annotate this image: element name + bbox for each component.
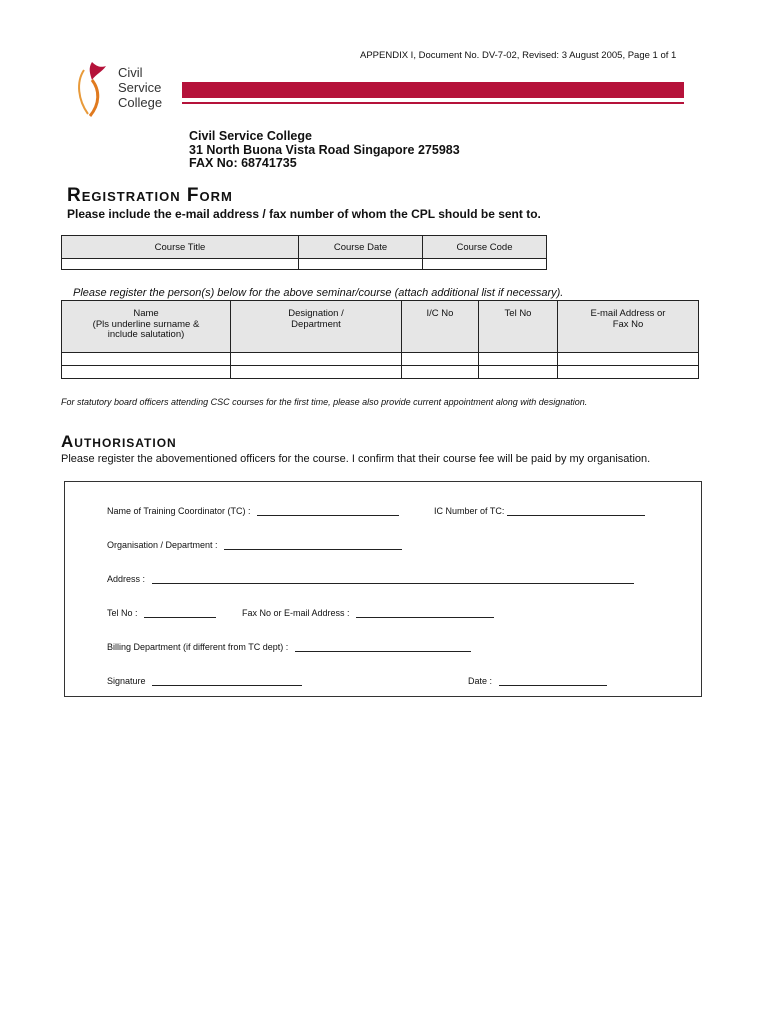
date-input[interactable] [499,676,607,686]
college-logo-icon [70,60,110,120]
org-dept-field [107,540,402,550]
course-date-cell[interactable] [299,259,423,270]
tel-input[interactable] [144,608,216,618]
address-input[interactable] [152,574,634,584]
billing-input[interactable] [295,642,471,652]
tel-field [107,608,216,618]
address-line: 31 North Buona Vista Road Singapore 275983 [189,142,460,157]
ic-header: I/C No [402,301,479,353]
address-field [107,574,634,584]
tel-header: Tel No [479,301,558,353]
course-table [61,235,547,270]
name-header: Name (Pls underline surname & include salutation) [62,301,231,353]
date-field [468,676,607,686]
appendix-reference: APPENDIX I, Document No. DV-7-02, Revised: 3 August 2005, Page 1 of 1 [360,50,677,61]
fax-email-input[interactable] [356,608,494,618]
billing-label: Billing Department (if different from TC dept) : [107,642,289,652]
form-subtitle: Please include the e-mail address / fax number of whom the CPL should be sent to. [67,207,541,221]
table-row [62,259,547,270]
org-dept-label: Organisation / Department : [107,540,218,550]
address-line: Civil Service College [189,129,312,143]
designation-cell[interactable] [231,353,402,366]
table-row [62,353,699,366]
name-cell[interactable] [62,366,231,379]
designation-cell[interactable] [231,366,402,379]
tc-ic-input[interactable] [507,506,645,516]
table-header-row [62,236,547,259]
header-bar [182,82,684,98]
authorisation-text: Please register the abovementioned officers for the course. I confirm that their course fee will be paid by my organisation. [61,453,651,465]
course-title-cell[interactable] [62,259,299,270]
table-header-row [62,301,699,353]
org-dept-input[interactable] [224,540,402,550]
tc-name-field [107,506,399,516]
course-code-cell[interactable] [423,259,547,270]
email-fax-cell[interactable] [558,353,699,366]
designation-header: Designation / Department [231,301,402,353]
ic-cell[interactable] [402,366,479,379]
form-title: Registration Form [67,185,233,206]
tc-ic-label: IC Number of TC: [434,506,505,516]
tel-label: Tel No : [107,608,138,618]
persons-table [61,300,699,379]
course-code-header: Course Code [423,236,547,259]
logo-line: Service [118,80,162,95]
fax-email-field [242,608,494,618]
billing-field [107,642,471,652]
logo-line: College [118,95,163,110]
email-fax-cell[interactable] [558,366,699,379]
tc-ic-field [434,506,645,516]
tel-cell[interactable] [479,366,558,379]
name-cell[interactable] [62,353,231,366]
table-row [62,366,699,379]
authorisation-title: Authorisation [61,432,177,451]
header-rule [182,102,684,104]
signature-label: Signature [107,676,146,686]
course-title-header: Course Title [62,236,299,259]
college-address [189,130,460,171]
tel-cell[interactable] [479,353,558,366]
address-line: FAX No: 68741735 [189,156,297,170]
statutory-note: For statutory board officers attending CSC courses for the first time, please also provide current appointment along with designation. [61,397,588,407]
email-fax-header: E-mail Address or Fax No [558,301,699,353]
address-label: Address : [107,574,146,584]
signature-field [107,676,302,686]
logo-line: Civil [118,65,143,80]
ic-cell[interactable] [402,353,479,366]
signature-input[interactable] [152,676,302,686]
tc-name-label: Name of Training Coordinator (TC) : [107,506,251,516]
course-date-header: Course Date [299,236,423,259]
tc-name-input[interactable] [257,506,399,516]
fax-email-label: Fax No or E-mail Address : [242,608,350,618]
persons-instruction: Please register the person(s) below for the above seminar/course (attach additional list if necessary). [73,287,564,299]
college-logo-text [118,65,162,110]
date-label: Date : [468,676,493,686]
